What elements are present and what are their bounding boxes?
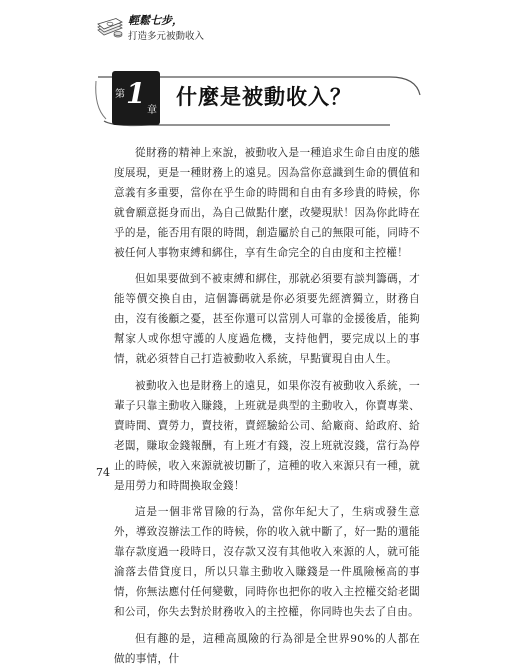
chapter-badge	[112, 71, 160, 125]
book-title: 輕鬆七步，	[128, 14, 183, 27]
paragraph: 但如果要做到不被束縛和綁住，那就必須要有談判籌碼，才能等價交換自由，這個籌碼就是你必須要先經濟獨立，財務自由，沒有後顧之憂，甚至你還可以當別人可靠的金援後盾，能夠幫家人或你想守護的人度過危機，支持他們，要完成以上的事情，就必須替自己打造被動收入系統，早點實現自由人生。	[114, 273, 420, 366]
chapter-title: 什麼是被動收入？	[176, 84, 352, 109]
page-number: 74	[96, 466, 110, 479]
running-header	[96, 12, 216, 46]
chapter-banner	[90, 67, 430, 131]
paragraph: 從財務的精神上來說，被動收入是一種追求生命自由度的態度展現，更是一種財務上的遠見。因為當你意識到生命的價值和意義有多重要，當你在乎生命的時間和自由有多珍貴的時候，你就會願意挺身而出，為自己做點什麼，改變現狀！因為你此時在乎的是，能否用有限的時間，創造屬於自己的無限可能，同時不被任何人事物束縛和綁住，享有生命完全的自由度和主控權！	[114, 147, 420, 259]
paragraph: 被動收入也是財務上的遠見，如果你沒有被動收入系統，一輩子只靠主動收入賺錢，上班就是典型的主動收入，你賣專業、賣時間、賣勞力，賣技術，賣經驗給公司、給廠商、給政府、給老闆，賺取金錢報酬，有上班才有錢，沒上班就沒錢，當行為停止的時候，收入來源就被切斷了，這種的收入來源只有一種，就是用勞力和時間換取金錢！	[114, 379, 420, 492]
chapter-prefix: 第	[115, 89, 125, 100]
money-stack-icon	[96, 18, 124, 40]
paragraph: 但有趣的是，這種高風險的行為卻是全世界90%的人都在做的事情，什	[114, 632, 420, 665]
book-subtitle: 打造多元被動收入	[128, 31, 205, 42]
chapter-suffix: 章	[147, 105, 157, 116]
paragraph: 這是一個非常冒險的行為，當你年紀大了，生病或發生意外，導致沒辦法工作的時候，你的收入就中斷了，好一點的還能靠存款度過一段時日，沒存款又沒有其他收入來源的人，就可能淪落去借貸度日，所以只靠主動收入賺錢是一件風險極高的事情，你無法應付任何變數，同時你也把你的收入主控權交給老闆和公司，你失去對於財務收入的主控權，你同時也失去了自由。	[114, 506, 420, 618]
body-text	[114, 144, 420, 670]
chapter-number: 1	[126, 77, 146, 110]
